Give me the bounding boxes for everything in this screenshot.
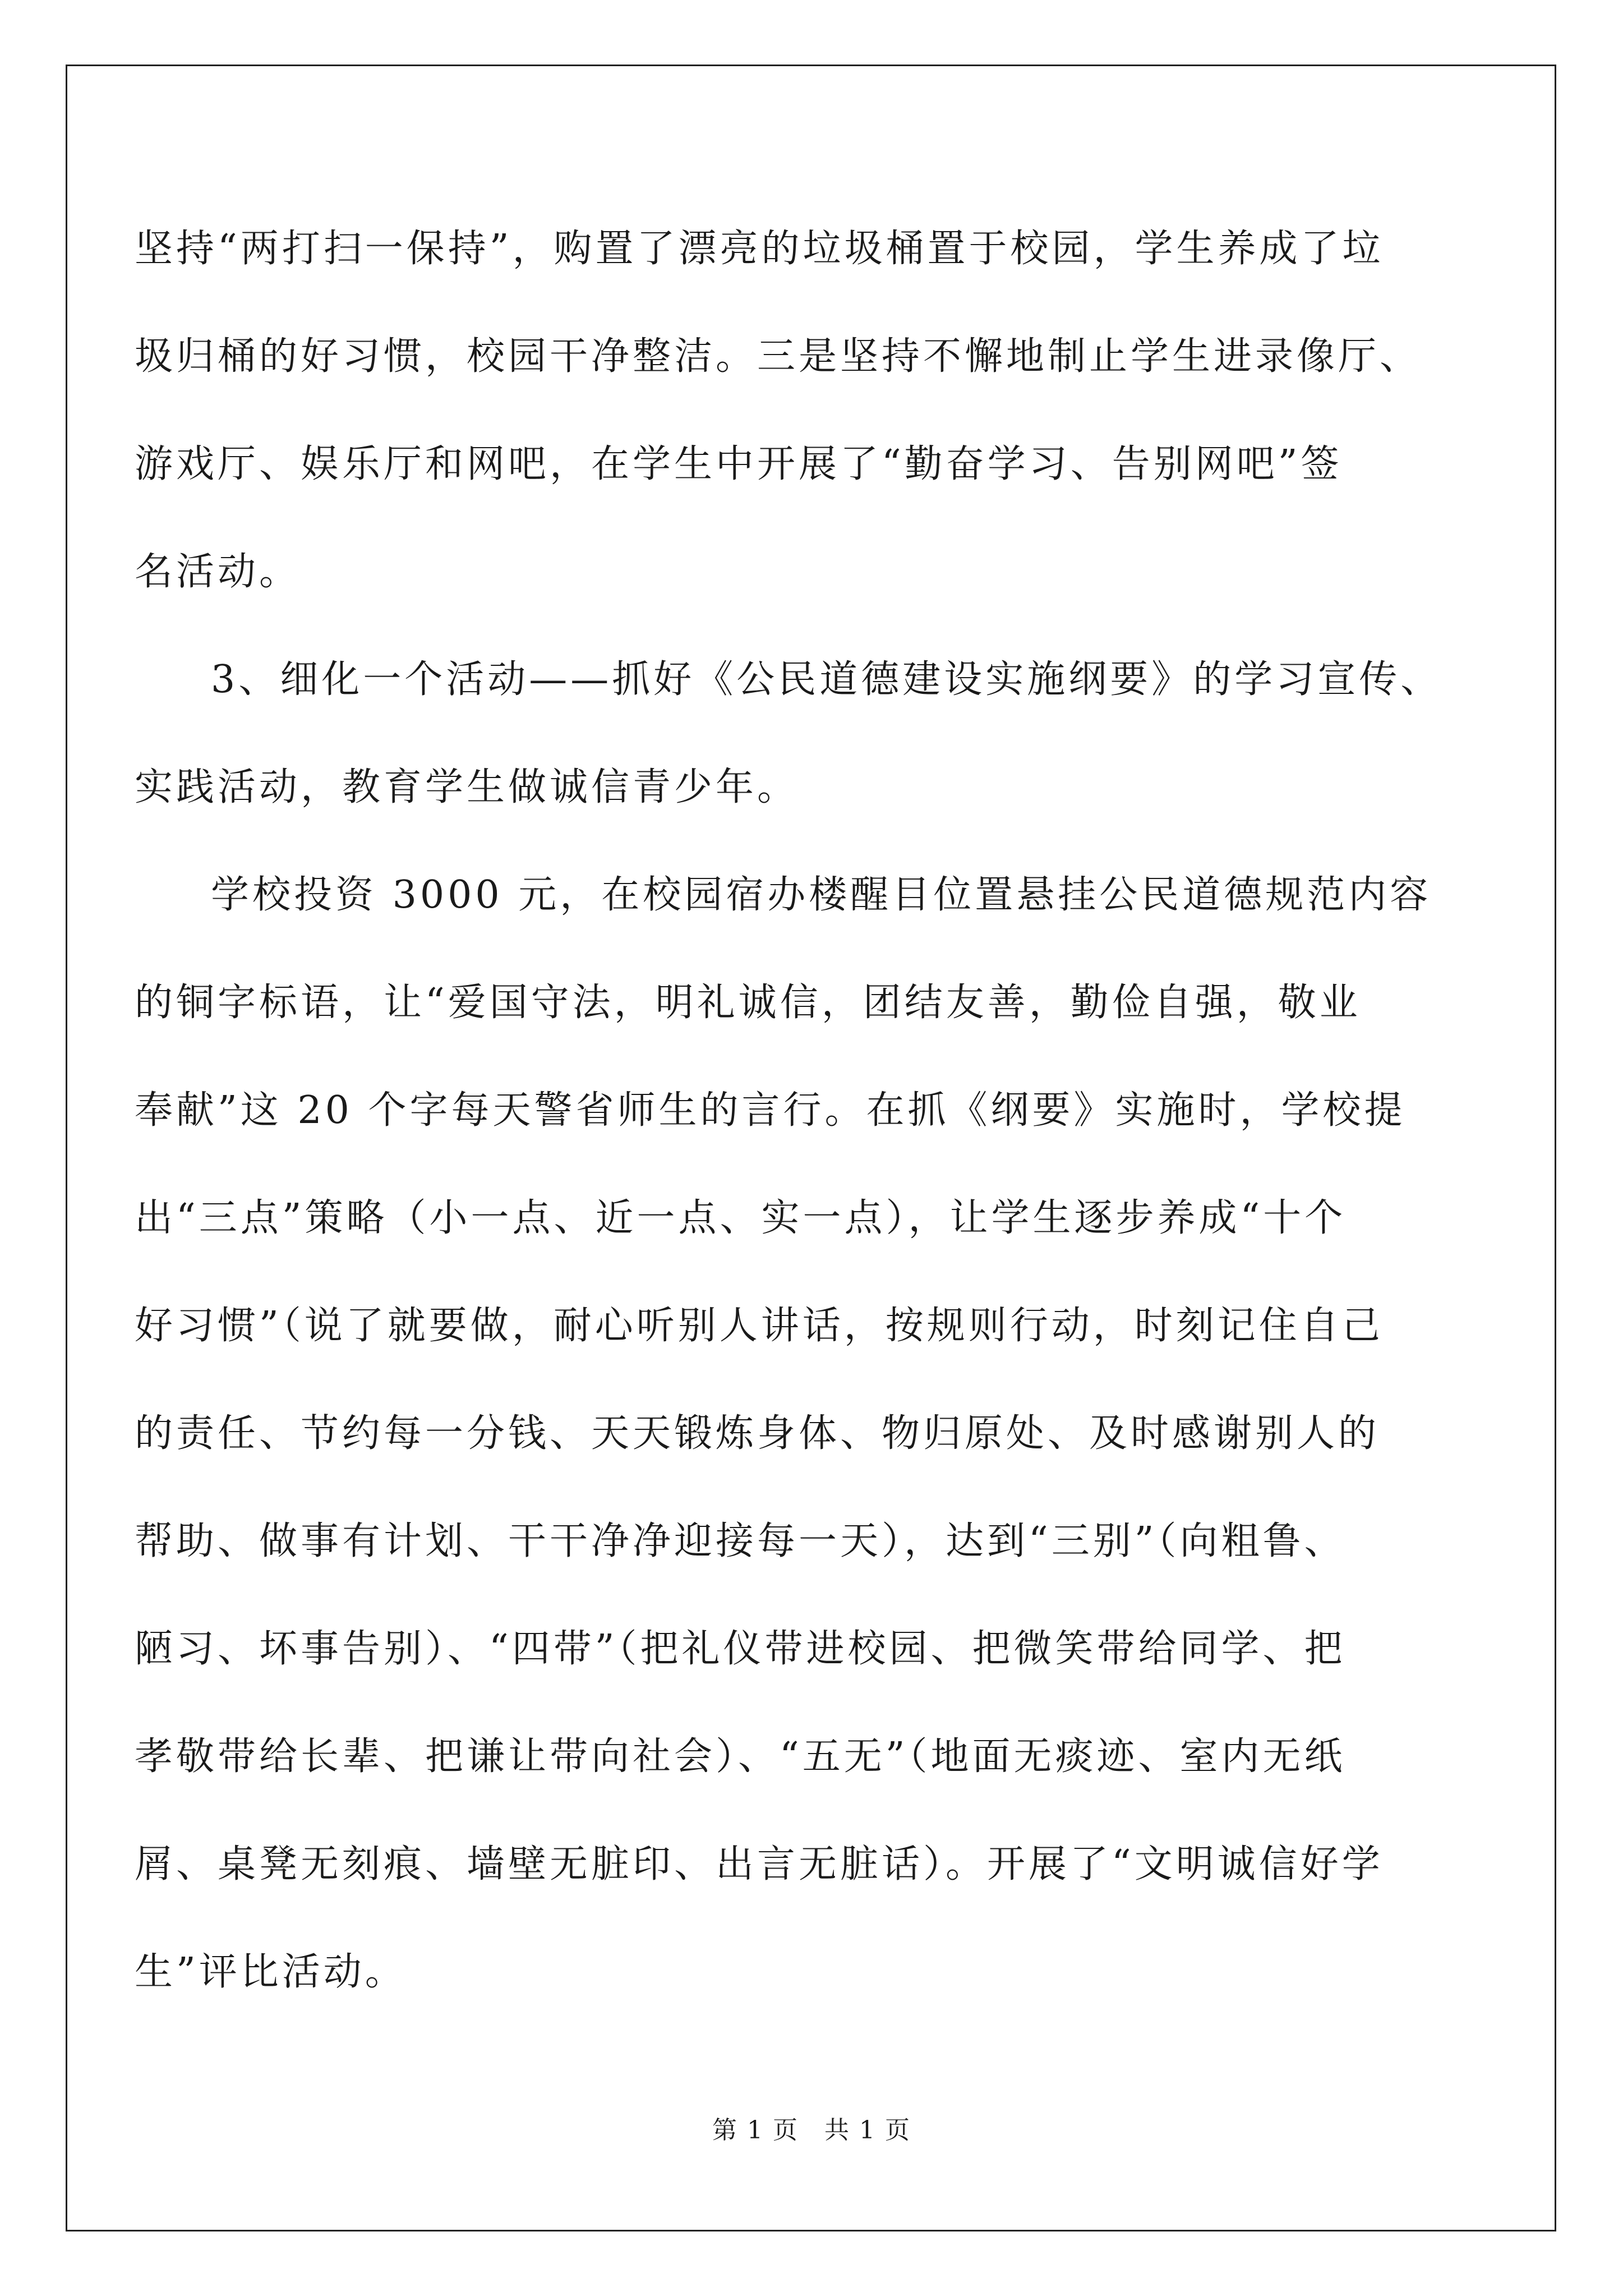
text-line: 实践活动，教育学生做诚信青少年。 [135, 765, 799, 809]
text-line: 生”评比活动。 [135, 1950, 407, 1994]
text-line: 名活动。 [135, 550, 301, 594]
text-line: 学校投资 3000 元，在校园宿办楼醒目位置悬挂公民道德规范内容 [211, 873, 1432, 917]
text-line: 屑、桌凳无刻痕、墙壁无脏印、出言无脏话）。开展了“文明诚信好学 [135, 1842, 1384, 1887]
text-line: 圾归桶的好习惯，校园干净整洁。三是坚持不懈地制止学生进录像厅、 [135, 334, 1422, 379]
text-line: 孝敬带给长辈、把谦让带向社会）、“五无”（地面无痰迹、室内无纸 [135, 1734, 1346, 1779]
text-line: 坚持“两打扫一保持”，购置了漂亮的垃圾桶置于校园，学生养成了垃 [135, 227, 1384, 271]
text-line: 陋习、坏事告别）、“四带”（把礼仪带进校园、把微笑带给同学、把 [135, 1627, 1346, 1671]
text-line: 帮助、做事有计划、干干净净迎接每一天），达到“三别”（向粗鲁、 [135, 1519, 1346, 1563]
text-line: 出“三点”策略（小一点、近一点、实一点），让学生逐步养成“十个 [135, 1196, 1347, 1240]
text-line: 好习惯”（说了就要做，耐心听别人讲话，按规则行动，时刻记住自己 [135, 1304, 1384, 1348]
text-line: 游戏厅、娱乐厅和网吧，在学生中开展了“勤奋学习、告别网吧”签 [135, 442, 1343, 486]
paragraph-heading: 3、细化一个活动——抓好《公民道德建设实施纲要》的学习宣传、 [211, 657, 1442, 702]
page-number-footer: 第 1 页 共 1 页 [712, 2116, 911, 2145]
text-line: 的铜字标语，让“爱国守法，明礼诚信，团结友善，勤俭自强，敬业 [135, 981, 1361, 1025]
text-line: 的责任、节约每一分钱、天天锻炼身体、物归原处、及时感谢别人的 [135, 1411, 1380, 1456]
text-line: 奉献”这 20 个字每天警省师生的言行。在抓《纲要》实施时，学校提 [135, 1088, 1406, 1133]
